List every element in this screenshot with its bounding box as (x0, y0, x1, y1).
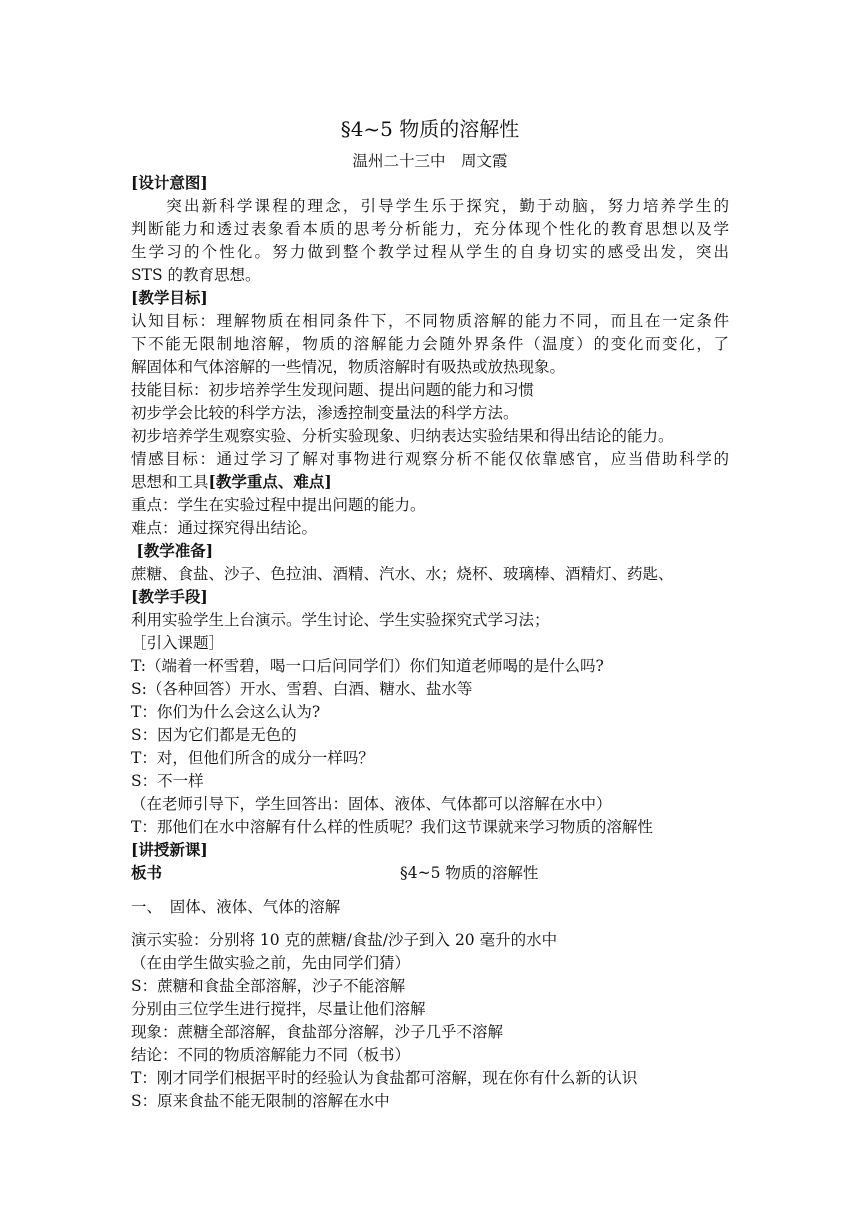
key-line: 重点：学生在实验过程中提出问题的能力。 (131, 496, 426, 514)
key-line: 难点：通过探究得出结论。 (131, 519, 318, 537)
prep-heading: [教学准备] (131, 541, 214, 560)
intro-line: T:（端着一杯雪碧，喝一口后问同学们）你们知道老师喝的是什么吗? (131, 657, 604, 675)
intro-line: （在老师引导下，学生回答出：固体、液体、气体都可以溶解在水中） (131, 795, 612, 813)
section-line: 结论：不同的物质溶解能力不同（板书） (131, 1046, 411, 1064)
prep-line: 蔗糖、食盐、沙子、色拉油、酒精、汽水、水；烧杯、玻璃棒、酒精灯、药匙、 (131, 565, 674, 583)
intro-line: T：你们为什么会这么认为? (131, 703, 321, 721)
intro-line: T：对，但他们所含的成分一样吗？ (131, 749, 374, 767)
goals-line: 初步培养学生观察实验、分析实验现象、归纳表达实验结果和得出结论的能力。 (131, 427, 674, 445)
key-heading: [教学重点、难点] (208, 472, 332, 491)
intro-line: S：不一样 (131, 772, 204, 790)
goals-line: 下不能无限制地溶解，物质的溶解能力会随外界条件（温度）的变化而变化，了 (131, 335, 729, 353)
goals-line: 解固体和气体溶解的一些情况，物质溶解时有吸热或放热现象。 (131, 358, 566, 376)
means-heading: [教学手段] (131, 587, 208, 606)
section-line: S：原来食盐不能无限制的溶解在水中 (131, 1092, 390, 1110)
intro-line: ［引入课题］ (131, 634, 225, 652)
board-label: 板书 (131, 863, 163, 882)
design-line: 生学习的个性化。努力做到整个教学过程从学生的自身切实的感受出发，突出 (131, 243, 729, 261)
goals-line-text: 思想和工具 (131, 473, 209, 491)
section-line: S：蔗糖和食盐全部溶解，沙子不能溶解 (131, 977, 406, 995)
goals-last-line (131, 471, 332, 493)
new-lesson-heading: [讲授新课] (131, 840, 208, 859)
section-line: 分别由三位学生进行搅拌，尽量让他们溶解 (131, 1000, 426, 1018)
section-line: T：刚才同学们根据平时的经验认为食盐都可溶解，现在你有什么新的认识 (131, 1069, 638, 1087)
board-title: §4~5 物质的溶解性 (400, 864, 539, 882)
intro-line: S：因为它们都是无色的 (131, 726, 297, 744)
design-line: 判断能力和透过表象看本质的思考分析能力，充分体现个性化的教育思想以及学 (131, 220, 729, 238)
design-line: 突出新科学课程的理念，引导学生乐于探究，勤于动脑，努力培养学生的 (131, 197, 729, 215)
goals-line: 认知目标：理解物质在相同条件下，不同物质溶解的能力不同，而且在一定条件 (131, 312, 729, 330)
section-heading: 一、 固体、液体、气体的溶解 (131, 898, 341, 916)
goals-line: 初步学会比较的科学方法，渗透控制变量法的科学方法。 (131, 404, 519, 422)
section-line: （在由学生做实验之前，先由同学们猜） (131, 954, 411, 972)
intro-line: S:（各种回答）开水、雪碧、白酒、糖水、盐水等 (131, 680, 473, 698)
design-heading: [设计意图] (131, 173, 208, 192)
intro-line: T：那他们在水中溶解有什么样的性质呢？我们这节课就来学习物质的溶解性 (131, 818, 653, 836)
author-line: 温州二十三中 周文霞 (352, 152, 508, 170)
means-line: 利用实验学生上台演示。学生讨论、学生实验探究式学习法； (131, 611, 550, 629)
section-line: 演示实验：分别将 10 克的蔗糖/食盐/沙子到入 20 毫升的水中 (131, 931, 558, 949)
document-title: §4~5 物质的溶解性 (340, 117, 520, 141)
goals-line: 情感目标：通过学习了解对事物进行观察分析不能仅依靠感官，应当借助科学的 (131, 450, 729, 468)
design-line: STS 的教育思想。 (131, 266, 261, 284)
goals-line: 技能目标：初步培养学生发现问题、提出问题的能力和习惯 (131, 381, 535, 399)
goals-heading: [教学目标] (131, 288, 208, 307)
section-line: 现象：蔗糖全部溶解，食盐部分溶解，沙子几乎不溶解 (131, 1023, 504, 1041)
